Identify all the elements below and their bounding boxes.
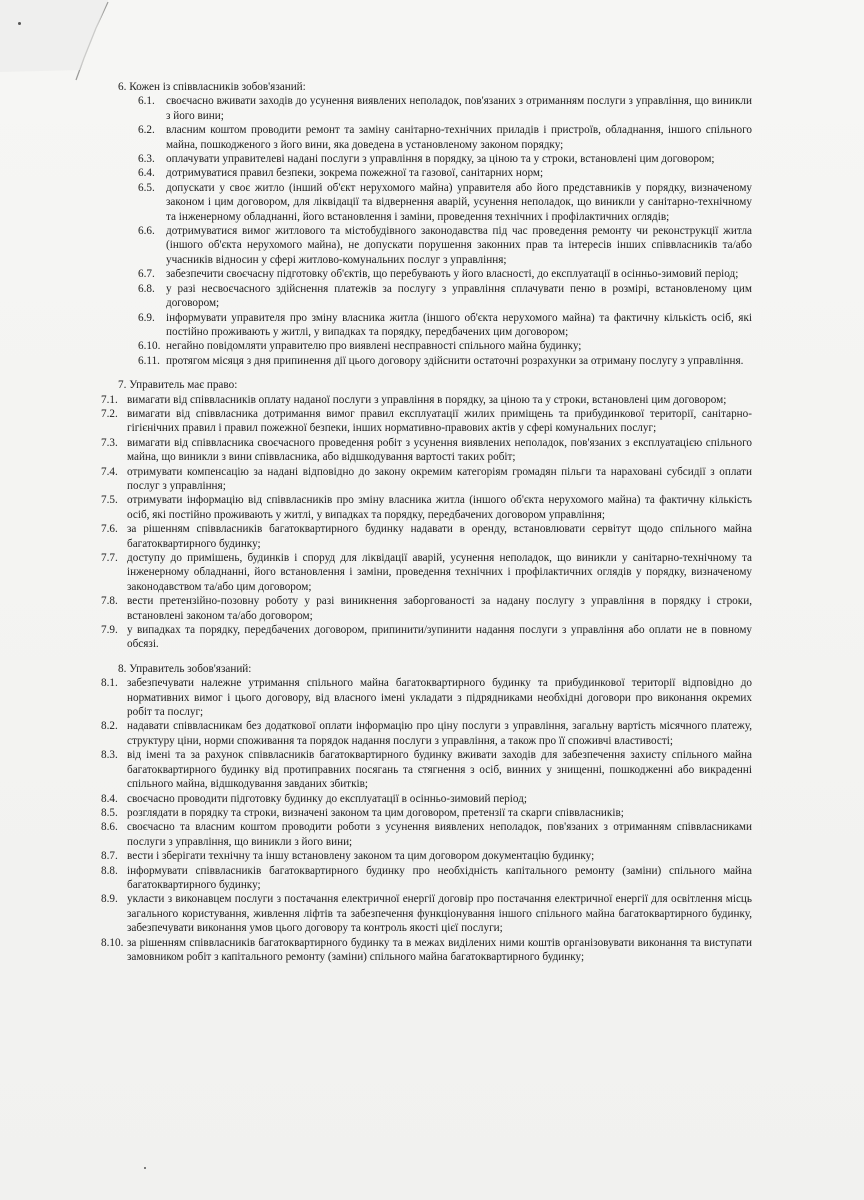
section-heading: 7. Управитель має право: [118, 379, 238, 392]
item-text: доступу до примішень, будинків і споруд для ліквідації аварій, усунення неполадок, що виникли у санітарно-технічному та інженерному обладнанні, його встановлення і заміни, проведення технічних і профілактичних оглядів у порядку, визначеному законодавством та/або цим договором; [127, 552, 752, 593]
item-number: 7.4. [101, 465, 118, 478]
item-text: за рішенням співвласників багатоквартирного будинку та в межах виділених ними коштів організовувати виконання та виступати замовником робіт з капітального ремонту (заміни) спільного майна багатоквартирного будинку; [127, 936, 752, 963]
item-text: допускати у своє житло (інший об'єкт нерухомого майна) управителя або його представників у порядку, визначеному законом і цим договором, для ліквідації та відвернення аварій, усунення неполадок, що виникли у санітарно-технічному та інженерному обладнанні, його встановлення і заміни, проведення технічних і профілактичних оглядів; [166, 181, 752, 223]
item-number: 8.10. [101, 936, 124, 949]
item-text: вимагати від співвласника дотримання вимог правил експлуатації жилих приміщень та прибудинкової території, санітарно-гігієнічних правил і правил пожежної безпеки, інших нормативно-правових актів у сфері комунальних послуг; [127, 407, 752, 435]
list-item [0, 282, 864, 311]
item-text: дотримуватися вимог житлового та містобудівного законодавства під час проведення ремонту чи реконструкції житла (іншого об'єкта нерухомого майна), не допускати порушення законних прав та інтересів інших співвласників та/або учасників відносин у сфері житлово-комунальних послуг з управління; [166, 225, 752, 266]
section-8 [0, 662, 864, 965]
list-item [0, 94, 864, 123]
section-6 [0, 80, 864, 368]
item-number: 6.2. [138, 124, 155, 137]
list-item [0, 892, 864, 935]
list-item [0, 551, 864, 594]
scan-speck [144, 1167, 146, 1169]
item-number: 8.8. [101, 864, 118, 877]
item-number: 7.6. [101, 523, 118, 536]
item-text: інформувати співвласників багатоквартирного будинку про необхідність капітального ремонту (заміни) спільного майна багатоквартирного будинку; [127, 864, 752, 891]
item-text: у разі несвоєчасного здійснення платежів за послугу з управління сплачувати пеню в розмірі, встановленому цим договором; [166, 282, 752, 310]
list-item [0, 465, 864, 494]
list-item [0, 936, 864, 965]
list-item [0, 181, 864, 224]
scan-speck [18, 22, 21, 25]
item-number: 7.5. [101, 494, 118, 507]
list-item [0, 224, 864, 267]
item-number: 6.10. [138, 340, 161, 353]
item-number: 7.9. [101, 624, 118, 637]
list-item [0, 152, 864, 166]
item-text: за рішенням співвласників багатоквартирного будинку надавати в оренду, встановлювати сервітут щодо спільного майна багатоквартирного будинку; [127, 523, 752, 550]
list-item [0, 864, 864, 893]
list-item [0, 354, 864, 368]
item-text: власним коштом проводити ремонт та заміну санітарно-технічних приладів і пристроїв, обладнання, іншого спільного майна, пошкодженого з його вини, яка доведена в установленому законом порядку; [166, 124, 752, 151]
item-number: 6.6. [138, 225, 155, 238]
list-item [0, 719, 864, 748]
item-text: забезпечити своєчасну підготовку об'єктів, що перебувають у його власності, до експлуатації в осінньо-зимовий період; [166, 268, 739, 281]
item-number: 7.1. [101, 393, 118, 406]
list-item [0, 166, 864, 180]
item-number: 7.7. [101, 552, 118, 564]
list-item [0, 792, 864, 806]
item-text: вести і зберігати технічну та іншу встановлену законом та цим договором документацію будинку; [127, 850, 595, 863]
list-item [0, 407, 864, 436]
list-item [0, 493, 864, 522]
item-number: 8.9. [101, 893, 118, 906]
item-number: 6.1. [138, 95, 155, 108]
list-item [0, 311, 864, 340]
list-item [0, 522, 864, 551]
item-number: 6.4. [138, 167, 155, 180]
item-text: забезпечувати належне утримання спільного майна багатоквартирного будинку та прибудинкової території відповідно до нормативних вимог і цього договору, від власного імені укладати з підрядниками необхідні договори про виконання окремих робіт та послуг; [127, 677, 752, 719]
item-number: 6.8. [138, 282, 155, 295]
item-text: отримувати інформацію від співвласників про зміну власника житла (іншого об'єкта нерухомого майна) та фактичну кількість осіб, які постійно проживають у житлі, у випадках та порядку, передбачених договором управління; [127, 494, 752, 521]
item-text: своєчасно та власним коштом проводити роботи з усунення виявлених неполадок, пов'язаних з отриманням співвласниками послуги з управління, що виникли з його вини; [127, 821, 752, 848]
item-number: 7.8. [101, 595, 118, 608]
item-text: своєчасно проводити підготовку будинку до експлуатації в осінньо-зимовий період; [127, 792, 527, 805]
section-heading: 8. Управитель зобов'язаний: [118, 662, 252, 675]
item-text: розглядати в порядку та строки, визначені законом та цим договором, претензії та скарги співвласників; [127, 806, 624, 819]
item-number: 8.5. [101, 806, 118, 819]
list-item [0, 594, 864, 623]
item-text: інформувати управителя про зміну власника житла (іншого об'єкта нерухомого майна) та фактичну кількість осіб, які постійно проживають у житлі, у випадках та порядку, передбачених цим договором; [166, 311, 752, 338]
item-number: 6.3. [138, 153, 155, 166]
list-item [0, 676, 864, 719]
item-number: 8.1. [101, 677, 118, 690]
item-text: вести претензійно-позовну роботу у разі виникнення заборгованості за надану послугу з управління в порядку і строки, встановлені законом та/або договором; [127, 595, 752, 622]
item-number: 6.11. [138, 354, 160, 367]
list-item [0, 849, 864, 863]
item-text: дотримуватися правил безпеки, зокрема пожежної та газової, санітарних норм; [166, 167, 544, 180]
section-7 [0, 378, 864, 652]
item-number: 8.3. [101, 749, 118, 762]
item-number: 7.3. [101, 436, 118, 449]
item-text: своєчасно вживати заходів до усунення виявлених неполадок, пов'язаних з отриманням послуги з управління, що виникли з його вини; [166, 95, 752, 122]
item-text: вимагати від співвласників оплату наданої послуги з управління в порядку, за ціною та у строки, встановлені цим договором; [127, 393, 727, 406]
item-text: вимагати від співвласника своєчасного проведення робіт з усунення виявлених неполадок, пов'язаних з експлуатацією спільного майна, що виникли з вини співвласника, або відшкодування вартості таких робіт; [127, 436, 752, 464]
item-text: оплачувати управителеві надані послуги з управління в порядку, за ціною та у строки, встановлені цим договором; [166, 153, 715, 166]
list-item [0, 748, 864, 791]
item-number: 8.6. [101, 821, 118, 834]
item-number: 8.4. [101, 792, 118, 805]
item-text: від імені та за рахунок співвласників багатоквартирного будинку вживати заходів для забезпечення захисту спільного майна багатоквартирного будинку від протиправних посягань та стягнення з осіб, винних у знищенні, пошкодженні або викраденні спільного майна, відшкодування завданих збитків; [127, 749, 752, 791]
item-number: 8.7. [101, 850, 118, 863]
item-text: протягом місяця з дня припинення дії цього договору здійснити остаточні розрахунки за отриману послугу з управління. [166, 354, 744, 367]
item-number: 7.2. [101, 407, 118, 420]
list-item [0, 820, 864, 849]
list-item [0, 267, 864, 281]
list-item [0, 393, 864, 407]
item-text: отримувати компенсацію за надані відповідно до закону окремим категоріям громадян пільги та нараховані субсидії з оплати послуг з управління; [127, 465, 752, 492]
list-item [0, 436, 864, 465]
item-text: у випадках та порядку, передбачених договором, припинити/зупинити надання послуги з управління або оплати не в повному обсязі. [127, 624, 752, 651]
item-text: надавати співвласникам без додаткової оплати інформацію про ціну послуги з управління, загальну вартість місячного платежу, структуру ціни, норми споживання та порядок надання послуги з управління, а також про її споживчі властивості; [127, 720, 752, 747]
item-number: 6.7. [138, 268, 155, 281]
item-text: укласти з виконавцем послуги з постачання електричної енергії договір про постачання електричної енергії для освітлення місць загального користування, живлення ліфтів та забезпечення функціонування іншого спільного майна багатоквартирного будинку, забезпечувати виконання умов цього договору та контроль якості цієї послуги; [127, 893, 752, 935]
list-item [0, 123, 864, 152]
document-content [0, 80, 864, 974]
item-number: 8.2. [101, 720, 118, 733]
item-number: 6.9. [138, 311, 155, 324]
item-text: негайно повідомляти управителю про виявлені несправності спільного майна будинку; [166, 340, 582, 353]
list-item [0, 806, 864, 820]
section-heading: 6. Кожен із співвласників зобов'язаний: [118, 81, 306, 93]
item-number: 6.5. [138, 181, 155, 194]
list-item [0, 339, 864, 353]
list-item [0, 623, 864, 652]
